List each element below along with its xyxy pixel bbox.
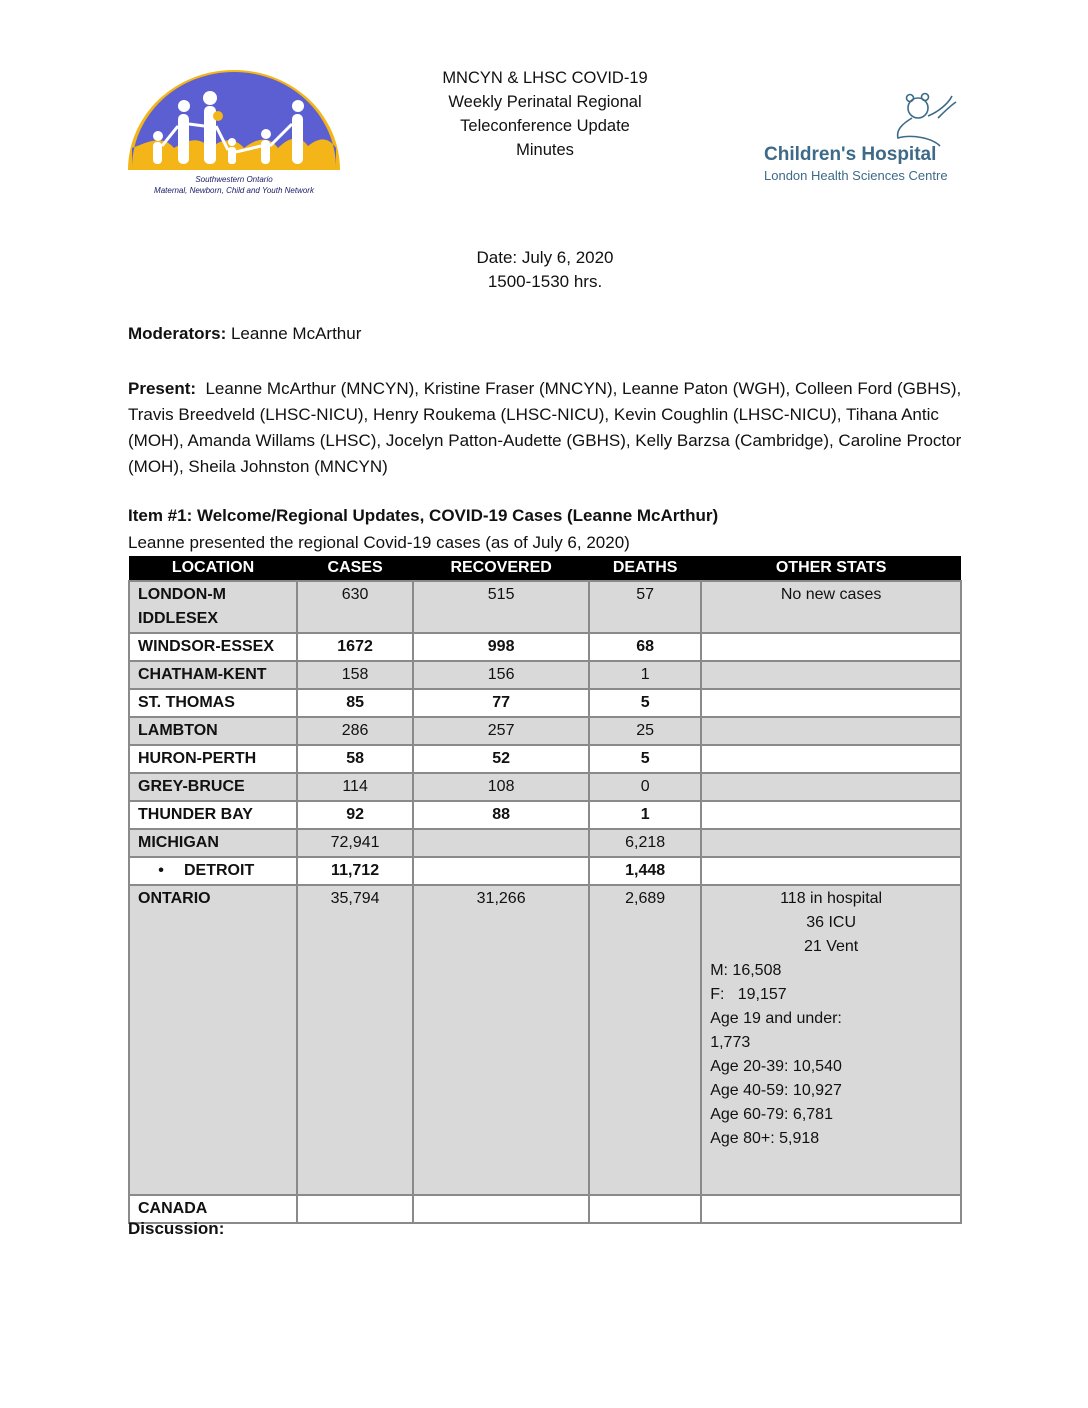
cell-other bbox=[701, 773, 961, 801]
title-line: Minutes bbox=[516, 141, 574, 159]
cell-deaths: 1 bbox=[589, 801, 701, 829]
cell-cases: 72,941 bbox=[297, 829, 413, 857]
cell-recovered: 88 bbox=[413, 801, 589, 829]
col-location: LOCATION bbox=[129, 556, 297, 581]
cell-other bbox=[701, 829, 961, 857]
cell-deaths: 0 bbox=[589, 773, 701, 801]
attendees bbox=[128, 376, 968, 480]
title-line: MNCYN & LHSC COVID-19 bbox=[442, 69, 648, 87]
cell-recovered: 998 bbox=[413, 633, 589, 661]
cell-cases: 158 bbox=[297, 661, 413, 689]
childrens-hospital-logo bbox=[762, 88, 962, 188]
cell-deaths: 25 bbox=[589, 717, 701, 745]
svg-text:London Health Sciences Centre: London Health Sciences Centre bbox=[764, 168, 948, 183]
table-row bbox=[129, 633, 961, 661]
table-row bbox=[129, 1195, 961, 1223]
item1-heading: Item #1: Welcome/Regional Updates, COVID-19 Cases (Leanne McArthur) bbox=[128, 506, 719, 525]
cell-location: ST. THOMAS bbox=[129, 689, 297, 717]
cell-recovered bbox=[413, 1195, 589, 1223]
table-row bbox=[129, 745, 961, 773]
cell-recovered: 257 bbox=[413, 717, 589, 745]
svg-text:Southwestern Ontario: Southwestern Ontario bbox=[195, 175, 273, 184]
meeting-date: Date: July 6, 2020 bbox=[476, 248, 614, 267]
meeting-datetime bbox=[380, 246, 710, 294]
cell-recovered: 52 bbox=[413, 745, 589, 773]
cell-location: ONTARIO bbox=[129, 885, 297, 1195]
cell-other: No new cases bbox=[701, 581, 961, 633]
present-label: Present: bbox=[128, 379, 197, 398]
table-row bbox=[129, 717, 961, 745]
cell-deaths: 1 bbox=[589, 661, 701, 689]
col-other-stats: OTHER STATS bbox=[701, 556, 961, 581]
moderators bbox=[128, 324, 361, 344]
table-row bbox=[129, 581, 961, 633]
document-title bbox=[380, 66, 710, 162]
title-line: Teleconference Update bbox=[460, 117, 630, 135]
cell-location: CHATHAM-KENT bbox=[129, 661, 297, 689]
table-row bbox=[129, 661, 961, 689]
moderators-label: Moderators: bbox=[128, 324, 227, 343]
cell-location: LAMBTON bbox=[129, 717, 297, 745]
cell-recovered: 515 bbox=[413, 581, 589, 633]
cell-deaths: 57 bbox=[589, 581, 701, 633]
cell-recovered: 108 bbox=[413, 773, 589, 801]
cell-deaths: 2,689 bbox=[589, 885, 701, 1195]
mncyn-logo bbox=[126, 64, 342, 200]
cell-deaths: 6,218 bbox=[589, 829, 701, 857]
table-row bbox=[129, 801, 961, 829]
cell-cases: 114 bbox=[297, 773, 413, 801]
meeting-time: 1500-1530 hrs. bbox=[487, 272, 603, 291]
present-value: Leanne McArthur (MNCYN), Kristine Fraser (MNCYN), Leanne Paton (WGH), Colleen Ford (GBHS), Travis Breedveld (LHSC-NICU), Henry Roukema (LHSC-NICU), Kevin Coughlin (LHSC-NICU), Tihana Antic (MOH), Amanda Willams (LHSC), Jocelyn Patton-Audette (GBHS), Kelly Barzsa (Cambridge), Caroline Proctor (MOH), Sheila Johnston (MNCYN) bbox=[128, 379, 966, 476]
cell-cases: 1672 bbox=[297, 633, 413, 661]
table-row bbox=[129, 885, 961, 1195]
covid-cases-table bbox=[128, 556, 962, 1224]
cell-other bbox=[701, 661, 961, 689]
table-header-row bbox=[129, 556, 961, 581]
cell-cases: 85 bbox=[297, 689, 413, 717]
cell-other-stats: 118 in hospital 36 ICU 21 Vent M: 16,508 F: 19,157 Age 19 and under: 1,773 Age 20-39: 10,540 Age 40-59: 10,927 Age 60-79: 6,781 Age 80+: 5,918 bbox=[701, 885, 961, 1195]
cell-cases: 35,794 bbox=[297, 885, 413, 1195]
cell-other bbox=[701, 745, 961, 773]
cell-other bbox=[701, 801, 961, 829]
svg-text:Maternal, Newborn, Child and Y: Maternal, Newborn, Child and Youth Network bbox=[154, 186, 314, 195]
cell-cases: 92 bbox=[297, 801, 413, 829]
cell-location: WINDSOR-ESSEX bbox=[129, 633, 297, 661]
cell-cases: 11,712 bbox=[297, 857, 413, 885]
cell-cases: 630 bbox=[297, 581, 413, 633]
cell-deaths: 68 bbox=[589, 633, 701, 661]
cell-recovered: 31,266 bbox=[413, 885, 589, 1195]
cell-deaths: 5 bbox=[589, 689, 701, 717]
discussion-heading: Discussion: bbox=[128, 1219, 225, 1238]
table-row bbox=[129, 773, 961, 801]
bullet-icon: • bbox=[158, 862, 164, 879]
cell-deaths: 1,448 bbox=[589, 857, 701, 885]
col-cases: CASES bbox=[297, 556, 413, 581]
cell-location: HURON-PERTH bbox=[129, 745, 297, 773]
table-row bbox=[129, 689, 961, 717]
cell-recovered bbox=[413, 857, 589, 885]
table-row bbox=[129, 829, 961, 857]
cell-cases: 58 bbox=[297, 745, 413, 773]
item1-intro: Leanne presented the regional Covid-19 cases (as of July 6, 2020) bbox=[128, 533, 630, 552]
cell-cases bbox=[297, 1195, 413, 1223]
svg-text:Children's Hospital: Children's Hospital bbox=[764, 144, 937, 165]
cell-deaths bbox=[589, 1195, 701, 1223]
cell-recovered: 156 bbox=[413, 661, 589, 689]
col-recovered: RECOVERED bbox=[413, 556, 589, 581]
cell-deaths: 5 bbox=[589, 745, 701, 773]
cell-other bbox=[701, 689, 961, 717]
table-row bbox=[129, 857, 961, 885]
cell-recovered: 77 bbox=[413, 689, 589, 717]
cell-location: THUNDER BAY bbox=[129, 801, 297, 829]
cell-recovered bbox=[413, 829, 589, 857]
cell-location: MICHIGAN bbox=[129, 829, 297, 857]
family-arch-icon bbox=[126, 64, 342, 200]
cell-other bbox=[701, 857, 961, 885]
bear-icon bbox=[762, 88, 962, 188]
moderators-value: Leanne McArthur bbox=[226, 324, 362, 343]
cell-cases: 286 bbox=[297, 717, 413, 745]
cell-location: • DETROIT bbox=[129, 857, 297, 885]
cell-other bbox=[701, 633, 961, 661]
cell-location: LONDON-MIDDLESEX bbox=[129, 581, 297, 633]
cell-other bbox=[701, 1195, 961, 1223]
cell-location: CANADA bbox=[129, 1195, 297, 1223]
title-line: Weekly Perinatal Regional bbox=[448, 93, 642, 111]
cell-other bbox=[701, 717, 961, 745]
cell-location: GREY-BRUCE bbox=[129, 773, 297, 801]
col-deaths: DEATHS bbox=[589, 556, 701, 581]
